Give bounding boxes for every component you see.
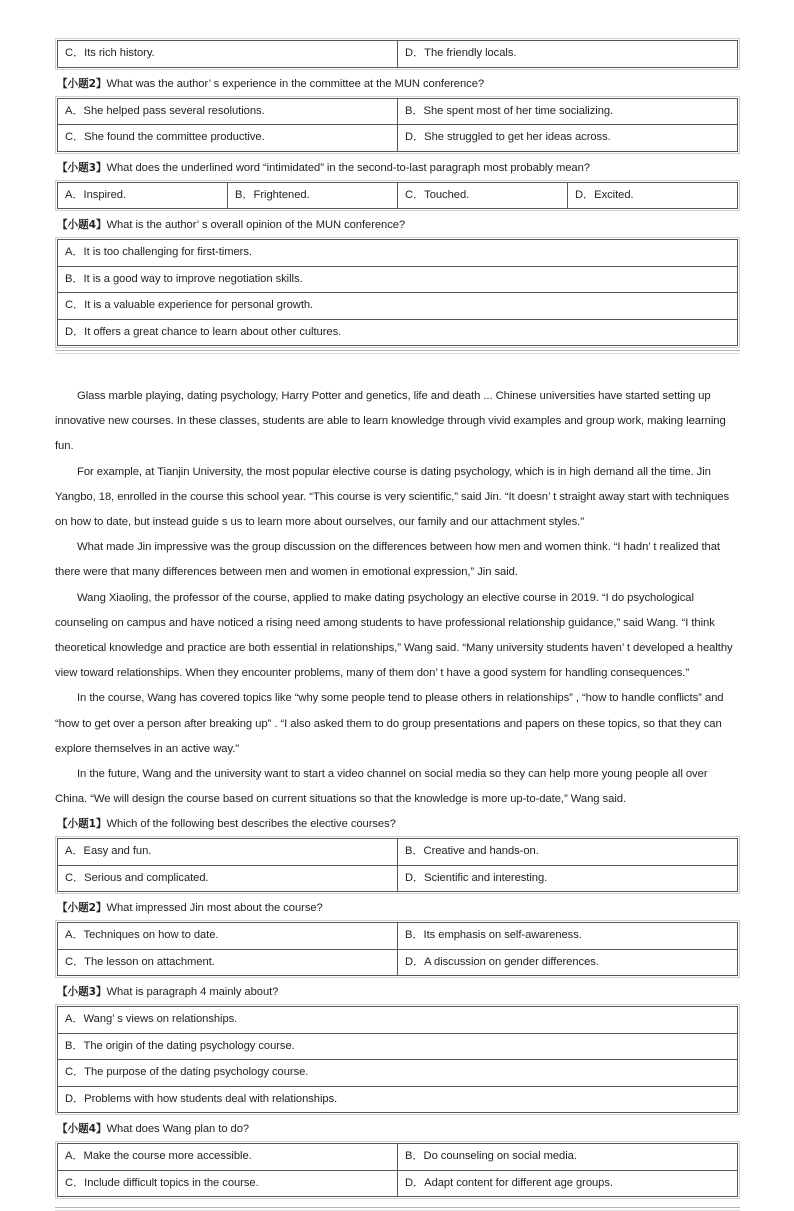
option-cell[interactable]: B．The origin of the dating psychology course. <box>58 1033 738 1060</box>
reading-passage <box>55 384 740 812</box>
passage-paragraph-3: What made Jin impressive was the group discussion on the differences between how men and women think. “I hadn’ t realized that there were that many differences between men and women in emotional expression,” Jin said. <box>55 541 720 579</box>
question-prompt-s2-q4 <box>55 1117 740 1141</box>
question-text: What impressed Jin most about the course? <box>106 902 323 915</box>
option-cell[interactable]: A．Wang’ s views on relationships. <box>58 1007 738 1034</box>
section-divider-bottom <box>55 1207 740 1208</box>
question-tag: 【小题4】 <box>57 219 107 231</box>
option-cell[interactable]: D．It offers a great chance to learn about other cultures. <box>58 319 738 346</box>
option-cell[interactable]: A．Inspired. <box>58 182 228 209</box>
options-grid <box>57 838 738 892</box>
options-table-s1-q3 <box>55 180 740 212</box>
question-tag: 【小题3】 <box>57 161 107 174</box>
table-row <box>58 41 738 68</box>
question-tag: 【小题1】 <box>57 818 107 831</box>
table-row <box>58 293 738 320</box>
question-prompt-s2-q2 <box>55 896 740 920</box>
option-cell[interactable]: B．Its emphasis on self-awareness. <box>398 923 738 950</box>
question-prompt-s1-q2 <box>55 72 740 96</box>
option-cell[interactable]: B．Creative and hands-on. <box>398 839 738 866</box>
option-cell[interactable]: D．Excited. <box>568 182 738 209</box>
option-cell[interactable]: C．Include difficult topics in the course. <box>58 1170 398 1197</box>
table-row <box>58 839 738 866</box>
table-row <box>58 865 738 892</box>
question-text: What is paragraph 4 mainly about? <box>106 986 279 999</box>
question-tag: 【小题2】 <box>57 77 107 90</box>
options-table-carryover <box>55 38 740 70</box>
table-row <box>58 1007 738 1034</box>
table-row <box>58 1086 738 1113</box>
option-cell[interactable]: C．Serious and complicated. <box>58 865 398 892</box>
option-cell[interactable]: B．She spent most of her time socializing. <box>398 98 738 125</box>
table-row <box>58 98 738 125</box>
option-cell[interactable]: C．It is a valuable experience for personal growth. <box>58 293 738 320</box>
option-cell[interactable]: D．Adapt content for different age groups. <box>398 1170 738 1197</box>
section-divider-top <box>55 350 740 351</box>
table-row <box>58 240 738 267</box>
passage-paragraph-1: Glass marble playing, dating psychology, Harry Potter and genetics, life and death ... Chinese universities have started setting up innovative new courses. In these classes, students are able to learn knowledge through vivid examples and group work, making learning fun. <box>55 390 726 453</box>
options-grid <box>57 239 738 346</box>
passage-paragraph-4: Wang Xiaoling, the professor of the course, applied to make dating psychology an elective course in 2019. “I do psychological counseling on campus and have noticed a rising need among students to have professional relationship guidance,” said Wang. “I think theoretical knowledge and practice are both essential in relationships,” Wang said. “Many university students haven’ t developed a healthy view toward relationships. When they encounter problems, many of them don’ t have a good system for handling consequences.” <box>55 591 733 680</box>
passage-paragraph-6: In the future, Wang and the university want to start a video channel on social media so they can help more young people all over China. “We will design the course based on current situations so that the knowledge is more up-to-date,” Wang said. <box>55 768 708 806</box>
table-row <box>58 182 738 209</box>
table-row <box>58 1144 738 1171</box>
options-grid <box>57 1006 738 1113</box>
option-cell[interactable]: C．Touched. <box>398 182 568 209</box>
option-cell[interactable]: A．Techniques on how to date. <box>58 923 398 950</box>
passage-paragraph-5: In the course, Wang has covered topics like “why some people tend to please others in relationships” , “how to handle conflicts” and “how to get over a person after breaking up” . “I also asked them to do group presentations and papers on these topics, so that they can explore themselves in an active way." <box>55 692 724 755</box>
options-table-s2-q4 <box>55 1141 740 1199</box>
option-cell[interactable]: D．Problems with how students deal with relationships. <box>58 1086 738 1113</box>
options-grid <box>57 40 738 68</box>
option-cell[interactable]: C．The lesson on attachment. <box>58 949 398 976</box>
options-grid <box>57 1143 738 1197</box>
options-table-s1-q2 <box>55 96 740 154</box>
option-cell[interactable]: D．Scientific and interesting. <box>398 865 738 892</box>
question-prompt-s1-q4 <box>55 213 740 237</box>
question-text: What was the author’ s experience in the committee at the MUN conference? <box>106 77 485 90</box>
option-cell[interactable]: D．She struggled to get her ideas across. <box>398 125 738 152</box>
section-gap <box>55 354 740 384</box>
table-row <box>58 319 738 346</box>
question-prompt-s2-q3 <box>55 980 740 1004</box>
option-cell[interactable]: A．Make the course more accessible. <box>58 1144 398 1171</box>
table-row <box>58 1060 738 1087</box>
question-prompt-s1-q3 <box>55 156 740 180</box>
option-cell[interactable]: B．Do counseling on social media. <box>398 1144 738 1171</box>
table-row <box>58 1170 738 1197</box>
question-tag: 【小题2】 <box>57 902 107 915</box>
option-cell[interactable]: C．Its rich history. <box>58 41 398 68</box>
question-text: What does the underlined word “intimidated” in the second-to-last paragraph most probably mean? <box>106 161 590 174</box>
option-cell[interactable]: D．A discussion on gender differences. <box>398 949 738 976</box>
options-grid <box>57 922 738 976</box>
option-cell[interactable]: B．Frightened. <box>228 182 398 209</box>
question-prompt-s2-q1 <box>55 812 740 836</box>
passage-paragraph-2: For example, at Tianjin University, the most popular elective course is dating psychology, which is in high demand all the time. Jin Yangbo, 18, enrolled in the course this school year. “This course is very scientific,” said Jin. “It doesn’ t straight away start with techniques on how to date, but instead guide s us to learn more about ourselves, our family and our attachment styles." <box>55 465 730 529</box>
question-text: What is the author’ s overall opinion of the MUN conference? <box>106 219 406 231</box>
question-text: Which of the following best describes the elective courses? <box>106 818 396 831</box>
table-row <box>58 1033 738 1060</box>
options-grid <box>57 98 738 152</box>
table-row <box>58 923 738 950</box>
option-cell[interactable]: A．Easy and fun. <box>58 839 398 866</box>
options-grid <box>57 182 738 210</box>
option-cell[interactable]: A．It is too challenging for first-timers. <box>58 240 738 267</box>
options-table-s2-q3 <box>55 1004 740 1115</box>
question-tag: 【小题3】 <box>57 986 107 999</box>
table-row <box>58 266 738 293</box>
options-table-s2-q2 <box>55 920 740 978</box>
option-cell[interactable]: D．The friendly locals. <box>398 41 738 68</box>
option-cell[interactable]: B．It is a good way to improve negotiation skills. <box>58 266 738 293</box>
options-table-s1-q4 <box>55 237 740 348</box>
option-cell[interactable]: A．She helped pass several resolutions. <box>58 98 398 125</box>
table-row <box>58 949 738 976</box>
options-table-s2-q1 <box>55 836 740 894</box>
question-text: What does Wang plan to do? <box>106 1123 250 1136</box>
table-row <box>58 125 738 152</box>
question-tag: 【小题4】 <box>57 1123 107 1136</box>
option-cell[interactable]: C．The purpose of the dating psychology course. <box>58 1060 738 1087</box>
option-cell[interactable]: C．She found the committee productive. <box>58 125 398 152</box>
